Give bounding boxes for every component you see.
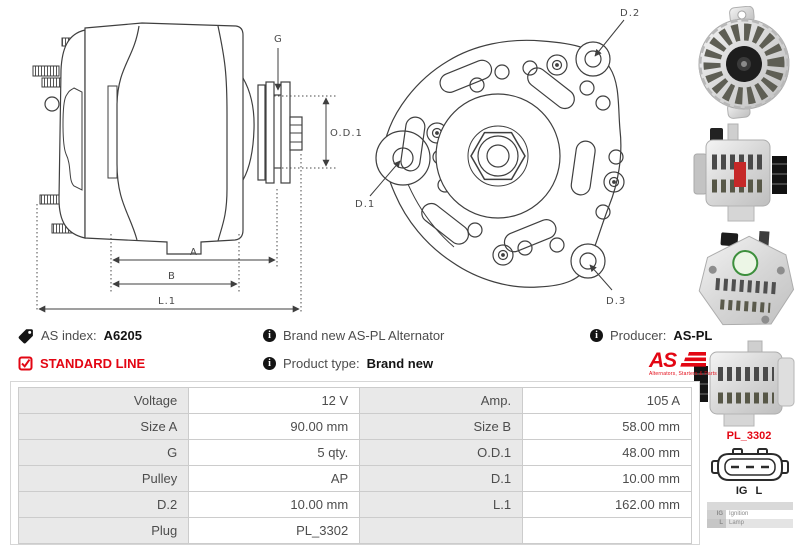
spec-row: [19, 466, 692, 492]
producer-label: Producer:: [610, 328, 667, 343]
tag-icon: [18, 328, 34, 344]
side-view-technical-drawing: [22, 4, 367, 316]
dim-label-b: B: [168, 271, 176, 282]
dim-label-d1: D.1: [355, 199, 376, 210]
dim-label-d2: D.2: [620, 8, 641, 19]
alternator-side-photo[interactable]: [688, 122, 800, 224]
spec-label: Pulley: [19, 466, 189, 492]
dim-label-a: A: [190, 247, 198, 258]
spec-label: Plug: [19, 518, 189, 544]
legend-row: [707, 510, 793, 519]
spec-table-panel: [10, 381, 700, 545]
dim-label-g: G: [274, 34, 283, 45]
spec-label: L.1: [360, 492, 523, 518]
front-view-technical-drawing: [350, 4, 680, 316]
product-type-label: Product type:: [283, 356, 360, 371]
logo-text: AS: [649, 349, 677, 371]
spec-value: [523, 518, 692, 544]
spec-label: O.D.1: [360, 440, 523, 466]
legend-desc: Lamp: [726, 519, 793, 528]
producer-value: AS-PL: [673, 328, 713, 343]
info-icon: i: [263, 329, 276, 342]
dim-label-l1: L.1: [158, 296, 177, 307]
spec-table: [18, 387, 692, 544]
spec-value: 10.00 mm: [523, 466, 692, 492]
spec-label: Amp.: [360, 388, 523, 414]
spec-row: [19, 388, 692, 414]
as-pl-logo-mark: [648, 349, 706, 371]
info-icon: i: [263, 357, 276, 370]
legend-pin: L: [707, 519, 726, 528]
plug-code-label: PL_3302: [726, 430, 772, 442]
alternator-rear-angle-photo[interactable]: [688, 228, 800, 334]
standard-line-row: [18, 355, 145, 372]
spec-label: Size B: [360, 414, 523, 440]
as-index-value: A6205: [103, 328, 142, 343]
brand-new-text: Brand new AS-PL Alternator: [283, 328, 445, 343]
dim-label-od1: O.D.1: [330, 128, 363, 139]
plug-pin-labels: [700, 485, 798, 497]
spec-value: 12 V: [189, 388, 360, 414]
spec-value: 90.00 mm: [189, 414, 360, 440]
spec-label: [360, 518, 523, 544]
spec-label: Voltage: [19, 388, 189, 414]
spec-value: 5 qty.: [189, 440, 360, 466]
legend-header-row: [707, 502, 793, 510]
spec-label: G: [19, 440, 189, 466]
spec-value: PL_3302: [189, 518, 360, 544]
checkbox-checked-icon: [18, 356, 33, 371]
legend-desc: Ignition: [729, 511, 749, 517]
spec-value: 162.00 mm: [523, 492, 692, 518]
spec-value: 48.00 mm: [523, 440, 692, 466]
spec-value: 10.00 mm: [189, 492, 360, 518]
spec-label: Size A: [19, 414, 189, 440]
spec-value: AP: [189, 466, 360, 492]
brand-new-row: [263, 327, 444, 344]
legend-row: [707, 519, 793, 528]
as-index-label: AS index:: [41, 328, 97, 343]
product-type-value: Brand new: [366, 356, 434, 371]
legend-pin: IG: [707, 510, 726, 519]
standard-line-label: STANDARD LINE: [40, 356, 146, 371]
as-index-row: [18, 327, 142, 344]
spec-value: 58.00 mm: [523, 414, 692, 440]
plug-connector-diagram: [703, 446, 797, 486]
info-icon: i: [590, 329, 603, 342]
dim-label-d3: D.3: [606, 296, 627, 307]
spec-value: 105 A: [523, 388, 692, 414]
spec-label: D.2: [19, 492, 189, 518]
logo-tagline: Alternators, Starters & Parts: [648, 371, 718, 377]
as-pl-logo: [648, 349, 718, 377]
spec-row: [19, 492, 692, 518]
producer-row: [590, 327, 712, 344]
pin-label-ig: IG: [735, 485, 748, 497]
spec-row: [19, 440, 692, 466]
product-type-row: [263, 355, 433, 372]
spec-row: [19, 518, 692, 544]
spec-label: D.1: [360, 466, 523, 492]
alternator-front-photo[interactable]: [693, 6, 795, 120]
pin-label-l: L: [755, 485, 763, 497]
spec-row: [19, 414, 692, 440]
plug-legend-table: [707, 502, 793, 528]
